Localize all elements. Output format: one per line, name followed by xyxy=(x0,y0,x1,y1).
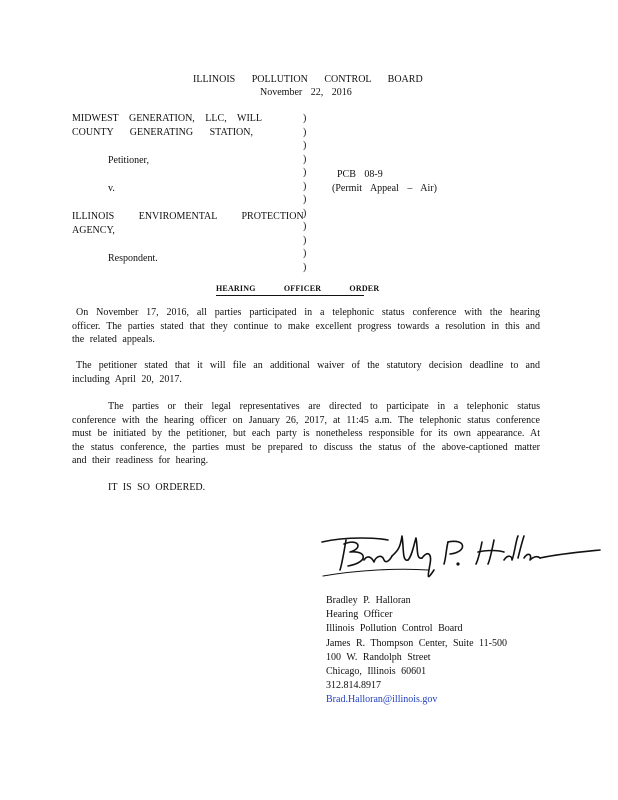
respondent-line-2: AGENCY, xyxy=(72,224,115,236)
case-number: PCB 08-9 xyxy=(337,169,383,180)
signer-org: Illinois Pollution Control Board xyxy=(326,623,463,635)
caption-paren-column xyxy=(303,112,306,274)
order-date: November 22, 2016 xyxy=(260,87,352,98)
paragraph-1: On November 17, 2016, all parties participated in a telephonic status conference with the hearing officer. The parties stated that they continue to make excellent progress towards a resolution in this and the related appeals. xyxy=(72,307,540,346)
paren: ) xyxy=(303,234,307,246)
paren: ) xyxy=(303,194,307,205)
paren: ) xyxy=(303,248,307,259)
petitioner-line-2: COUNTY GENERATING STATION, xyxy=(72,126,253,138)
signer-address-1: James R. Thompson Center, Suite 11-500 xyxy=(326,637,507,649)
paren: ) xyxy=(303,261,307,273)
versus-label: v. xyxy=(108,183,115,194)
respondent-label: Respondent. xyxy=(108,253,158,264)
paren: ) xyxy=(303,167,307,178)
order-title: HEARING OFFICER ORDER xyxy=(216,282,364,296)
signer-email-link[interactable]: Brad.Halloran@illinois.gov xyxy=(326,694,438,706)
signer-city: Chicago, Illinois 60601 xyxy=(326,666,427,678)
signature-block xyxy=(326,594,507,708)
paren: ) xyxy=(303,126,307,138)
signer-name: Bradley P. Halloran xyxy=(326,595,411,606)
paren: ) xyxy=(303,180,307,192)
signature-image xyxy=(318,530,603,585)
petitioner-line-1: MIDWEST GENERATION, LLC, WILL xyxy=(72,113,262,124)
paren: ) xyxy=(303,113,307,124)
paren: ) xyxy=(303,221,307,232)
paren: ) xyxy=(303,207,307,219)
petitioner-label: Petitioner, xyxy=(108,155,149,166)
petitioner-name xyxy=(72,112,268,139)
respondent-name xyxy=(72,210,304,237)
paren: ) xyxy=(303,153,307,165)
paren: ) xyxy=(303,140,307,151)
paragraph-2: The petitioner stated that it will file an additional waiver of the statutory decision deadline to and including April 20, 2017. xyxy=(72,360,540,385)
signer-phone: 312.814.8917 xyxy=(326,680,381,692)
signer-address-2: 100 W. Randolph Street xyxy=(326,651,431,663)
respondent-line-1: ILLINOIS ENVIROMENTAL PROTECTION xyxy=(72,211,304,222)
paragraph-3: The parties or their legal representatives are directed to participate in a telephonic status conference with the hearing officer on January 26, 2017, at 11:45 a.m. The telephonic status conference must be initiated by the petitioner, but each party is nonetheless responsible for its own appearance. At the status conference, the parties must be prepared to discuss the status of the above-captioned matter and their readiness for hearing. xyxy=(72,401,540,467)
closing-statement: IT IS SO ORDERED. xyxy=(108,482,206,493)
board-name: ILLINOIS POLLUTION CONTROL BOARD xyxy=(193,74,423,85)
case-type: (Permit Appeal – Air) xyxy=(332,183,437,194)
signer-title: Hearing Officer xyxy=(326,609,393,621)
